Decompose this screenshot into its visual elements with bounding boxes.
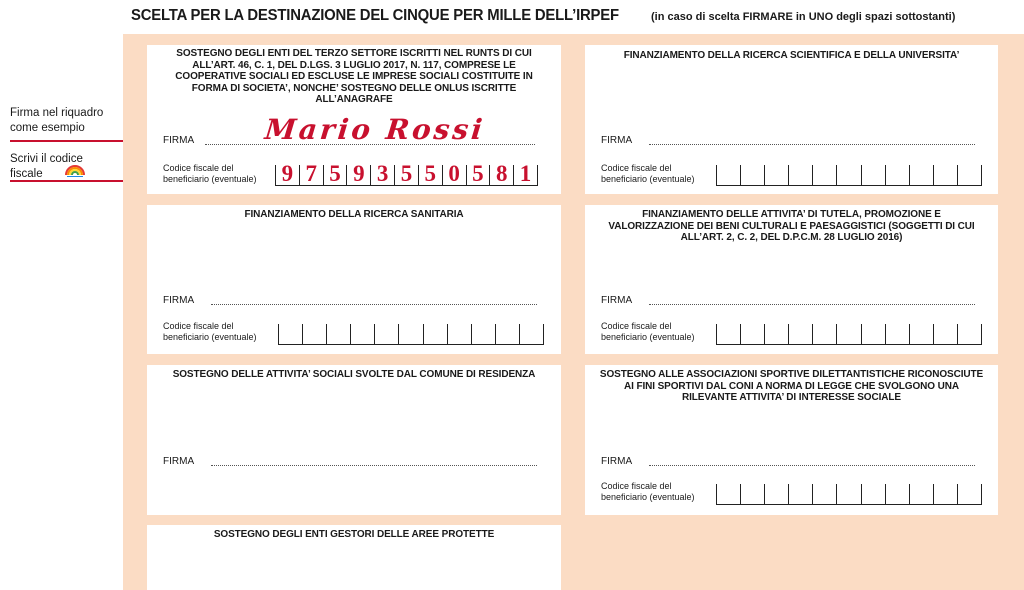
box-title: SOSTEGNO DEGLI ENTI GESTORI DELLE AREE PROTETTE xyxy=(213,529,495,540)
signature-example: Mario Rossi xyxy=(263,113,487,146)
codice-fiscale-field[interactable] xyxy=(275,161,538,186)
codice-fiscale-field[interactable] xyxy=(278,324,544,345)
cf-cell xyxy=(813,324,837,344)
cf-cell xyxy=(789,324,813,344)
cf-cell xyxy=(813,484,837,504)
cf-cell xyxy=(958,165,982,185)
cf-cell xyxy=(837,165,861,185)
cf-digit: 1 xyxy=(514,165,538,185)
cf-cell xyxy=(765,324,789,344)
cf-cell xyxy=(862,165,886,185)
cf-cell xyxy=(741,324,765,344)
cf-digit: 5 xyxy=(467,165,491,185)
box-title: SOSTEGNO DELLE ATTIVITA’ SOCIALI SVOLTE DAL COMUNE DI RESIDENZA xyxy=(172,369,536,380)
cf-cell xyxy=(448,324,472,344)
box-title: SOSTEGNO ALLE ASSOCIAZIONI SPORTIVE DILETTANTISTICHE RICONOSCIUTE AI FINI SPORTIVI DAL CONI A NORMA DI LEGGE CHE SVOLGONO UNA RILEVANTE ATTIVITA’ DI INTERESSE SOCIALE xyxy=(599,369,984,403)
cf-cell xyxy=(862,484,886,504)
cf-digit: 0 xyxy=(443,165,467,185)
code-hint: Scrivi il codice fiscale xyxy=(10,153,83,180)
signature-line[interactable] xyxy=(211,465,537,466)
firma-label: FIRMA xyxy=(601,135,633,146)
cf-cell xyxy=(910,484,934,504)
cf-label: Codice fiscale del beneficiario (eventuale) xyxy=(163,321,257,342)
firma-label: FIRMA xyxy=(163,456,195,467)
cf-cell xyxy=(789,484,813,504)
box-beni-culturali[interactable] xyxy=(585,205,998,354)
cf-cell xyxy=(934,484,958,504)
cf-cell xyxy=(813,165,837,185)
cf-cell xyxy=(424,324,448,344)
cf-cell xyxy=(765,165,789,185)
firma-label: FIRMA xyxy=(601,295,633,306)
cf-digit: 3 xyxy=(371,165,395,185)
cf-digit: 8 xyxy=(490,165,514,185)
cf-cell xyxy=(279,324,303,344)
box-title: FINANZIAMENTO DELLA RICERCA SCIENTIFICA E DELLA UNIVERSITA’ xyxy=(623,50,960,61)
cf-cell xyxy=(958,324,982,344)
box-ricerca-sanitaria[interactable] xyxy=(147,205,561,354)
box-title: SOSTEGNO DEGLI ENTI DEL TERZO SETTORE ISCRITTI NEL RUNTS DI CUI ALL’ART. 46, C. 1, DEL D.LGS. 3 LUGLIO 2017, N. 117, COMPRESE LE COOPERATIVE SOCIALI ED ESCLUSE LE IMPRESE SOCIALI COSTITUITE IN FORMA DI SOCIETA’, NONCHE’ SOSTEGNO DELLE ONLUS ISCRITTE ALL’ANAGRAFE xyxy=(175,48,533,105)
cf-cell xyxy=(934,165,958,185)
cf-cell xyxy=(520,324,544,344)
codice-fiscale-field[interactable] xyxy=(716,324,982,345)
cf-cell xyxy=(472,324,496,344)
cf-digit: 9 xyxy=(347,165,371,185)
box-terzo-settore[interactable] xyxy=(147,45,561,194)
cf-cell xyxy=(837,324,861,344)
cf-cell xyxy=(717,484,741,504)
cf-cell xyxy=(717,324,741,344)
cf-cell xyxy=(837,484,861,504)
cf-cell xyxy=(765,484,789,504)
cf-cell xyxy=(862,324,886,344)
signature-hint: Firma nel riquadro come esempio xyxy=(10,107,104,134)
signature-line[interactable] xyxy=(649,144,975,145)
cf-cell xyxy=(910,324,934,344)
cf-cell xyxy=(741,484,765,504)
cf-cell xyxy=(789,165,813,185)
cf-cell xyxy=(934,324,958,344)
cf-cell xyxy=(399,324,423,344)
codice-fiscale-field[interactable] xyxy=(716,484,982,505)
cf-cell xyxy=(910,165,934,185)
codice-fiscale-field[interactable] xyxy=(716,165,982,186)
rainbow-logo-icon xyxy=(64,162,86,178)
cf-cell xyxy=(327,324,351,344)
cf-cell xyxy=(741,165,765,185)
cf-cell xyxy=(886,165,910,185)
cf-cell xyxy=(351,324,375,344)
box-ricerca-universita[interactable] xyxy=(585,45,998,194)
cf-label: Codice fiscale del beneficiario (eventuale) xyxy=(601,163,695,184)
cf-digit: 7 xyxy=(300,165,324,185)
signature-line[interactable] xyxy=(649,304,975,305)
firma-label: FIRMA xyxy=(163,295,195,306)
box-title: FINANZIAMENTO DELLE ATTIVITA’ DI TUTELA, PROMOZIONE E VALORIZZAZIONE DEI BENI CULTURALI E PAESAGGISTICI (SOGGETTI DI CUI ALL’ART. 2, C. 2, DEL D.P.C.M. 28 LUGLIO 2016) xyxy=(608,209,975,243)
cf-cell xyxy=(886,324,910,344)
cf-cell xyxy=(496,324,520,344)
box-title: FINANZIAMENTO DELLA RICERCA SANITARIA xyxy=(244,209,464,220)
cf-cell xyxy=(375,324,399,344)
box-attivita-sociali[interactable] xyxy=(147,365,561,515)
form-header xyxy=(131,7,1021,25)
cf-digit: 9 xyxy=(276,165,300,185)
cf-digit: 5 xyxy=(324,165,348,185)
signature-line[interactable] xyxy=(211,304,537,305)
cf-label: Codice fiscale del beneficiario (eventuale) xyxy=(163,163,257,184)
cf-label: Codice fiscale del beneficiario (eventuale) xyxy=(601,321,695,342)
form-title: SCELTA PER LA DESTINAZIONE DEL CINQUE PER MILLE DELL’IRPEF xyxy=(131,7,619,24)
box-aree-protette[interactable] xyxy=(147,525,561,590)
box-associazioni-sportive[interactable] xyxy=(585,365,998,515)
form-instruction-note: (in caso di scelta FIRMARE in UNO degli spazi sottostanti) xyxy=(651,11,956,23)
cf-cell xyxy=(886,484,910,504)
firma-label: FIRMA xyxy=(163,135,195,146)
firma-label: FIRMA xyxy=(601,456,633,467)
cf-digit: 5 xyxy=(395,165,419,185)
cf-cell xyxy=(303,324,327,344)
cf-cell xyxy=(717,165,741,185)
cf-digit: 5 xyxy=(419,165,443,185)
cf-cell xyxy=(958,484,982,504)
signature-line[interactable] xyxy=(649,465,975,466)
cf-label: Codice fiscale del beneficiario (eventuale) xyxy=(601,481,695,502)
